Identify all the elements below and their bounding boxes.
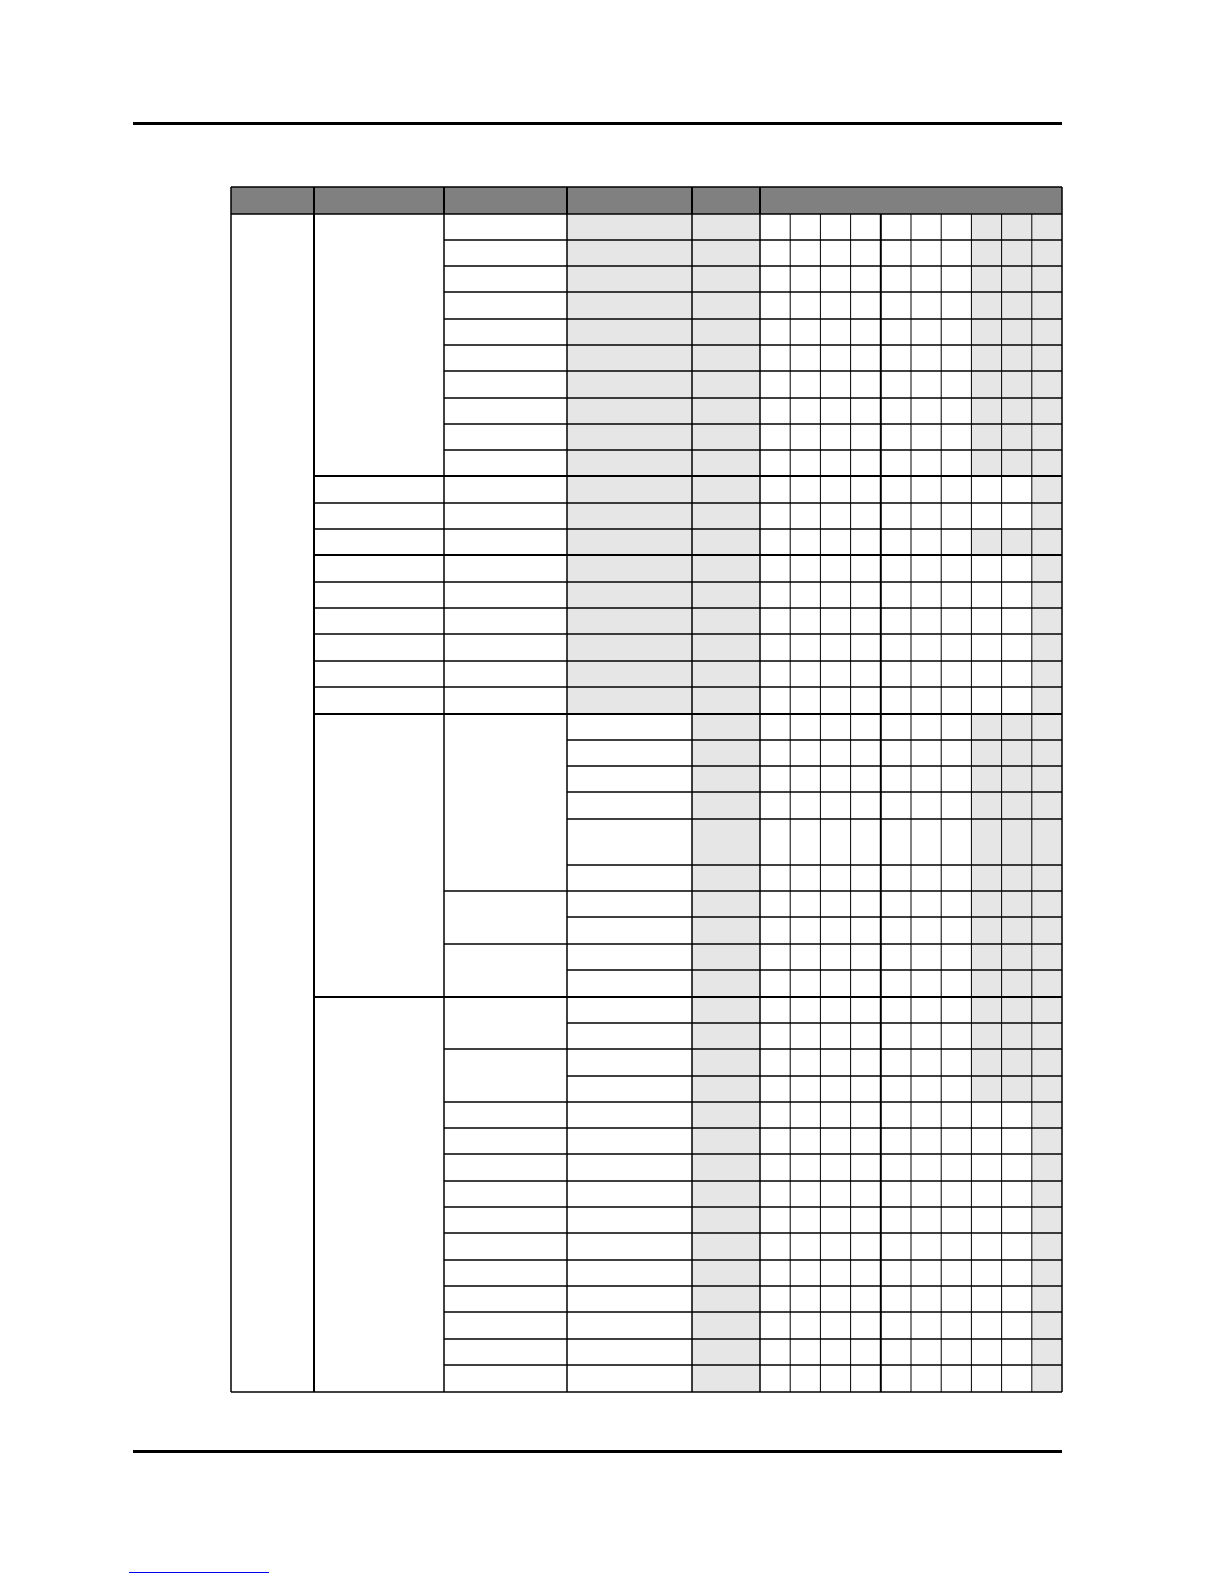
shaded-cell bbox=[567, 398, 692, 424]
shaded-cell bbox=[692, 687, 760, 714]
shaded-flag-cell bbox=[1032, 1286, 1062, 1312]
shaded-flag-cell bbox=[1032, 891, 1062, 917]
shaded-cell bbox=[692, 1076, 760, 1102]
shaded-flag-cell bbox=[1032, 240, 1062, 266]
shaded-cell bbox=[692, 970, 760, 997]
shaded-cell bbox=[567, 503, 692, 529]
shaded-flag-cell bbox=[1032, 1128, 1062, 1154]
shaded-cell bbox=[567, 555, 692, 582]
shaded-flag-cell bbox=[1032, 266, 1062, 292]
shaded-flag-cell bbox=[1032, 792, 1062, 819]
shaded-flag-cell bbox=[1032, 1102, 1062, 1128]
shaded-cell bbox=[567, 292, 692, 319]
shaded-cell bbox=[692, 476, 760, 503]
shaded-flag-cell bbox=[1032, 766, 1062, 792]
shaded-flag-cell bbox=[1032, 1181, 1062, 1207]
shaded-cell bbox=[692, 1128, 760, 1154]
shaded-cell bbox=[692, 1365, 760, 1392]
shaded-cell bbox=[692, 214, 760, 240]
shaded-cell bbox=[567, 371, 692, 398]
shaded-cell bbox=[567, 424, 692, 450]
shaded-flag-cell bbox=[1032, 714, 1062, 740]
shaded-flag-cell bbox=[1032, 1233, 1062, 1260]
shaded-flag-cell bbox=[1032, 292, 1062, 319]
shaded-flag-cell bbox=[1032, 661, 1062, 687]
shaded-cell bbox=[692, 1023, 760, 1049]
shaded-flag-cell bbox=[1032, 319, 1062, 345]
shaded-flag-cell bbox=[1032, 476, 1062, 503]
shaded-flag-cell bbox=[1032, 529, 1062, 555]
shaded-cell bbox=[692, 582, 760, 608]
shaded-flag-cell bbox=[1032, 819, 1062, 865]
shaded-flag-cell bbox=[1032, 1049, 1062, 1076]
shaded-flag-cell bbox=[1032, 1260, 1062, 1286]
shaded-flag-cell bbox=[1032, 917, 1062, 944]
shaded-flag-cell bbox=[1032, 1312, 1062, 1339]
shaded-cell bbox=[692, 371, 760, 398]
shaded-cell bbox=[567, 450, 692, 476]
shaded-cell bbox=[692, 891, 760, 917]
shaded-cell bbox=[692, 1286, 760, 1312]
shaded-cell bbox=[692, 634, 760, 661]
shaded-flag-cell bbox=[1032, 608, 1062, 634]
shaded-cell bbox=[692, 503, 760, 529]
shaded-cell bbox=[692, 319, 760, 345]
shaded-flag-cell bbox=[1032, 1339, 1062, 1365]
shaded-flag-cell bbox=[1032, 371, 1062, 398]
shaded-cell bbox=[692, 608, 760, 634]
shaded-cell bbox=[567, 687, 692, 714]
shaded-flag-cell bbox=[1032, 555, 1062, 582]
shaded-cell bbox=[692, 997, 760, 1023]
shaded-cell bbox=[692, 1102, 760, 1128]
shaded-flag-cell bbox=[1032, 687, 1062, 714]
shaded-cell bbox=[567, 319, 692, 345]
shaded-flag-cell bbox=[1032, 944, 1062, 970]
shaded-flag-cell bbox=[1032, 424, 1062, 450]
shaded-flag-cell bbox=[1032, 398, 1062, 424]
shaded-cell bbox=[692, 292, 760, 319]
shaded-cell bbox=[567, 529, 692, 555]
shaded-cell bbox=[567, 582, 692, 608]
shaded-cell bbox=[692, 917, 760, 944]
shaded-cell bbox=[567, 634, 692, 661]
shaded-cell bbox=[692, 450, 760, 476]
shaded-flag-cell bbox=[1032, 970, 1062, 997]
shaded-flag-cell bbox=[1032, 1154, 1062, 1181]
shaded-flag-cell bbox=[1032, 450, 1062, 476]
shaded-cell bbox=[567, 240, 692, 266]
shaded-flag-cell bbox=[1032, 997, 1062, 1023]
shaded-cell bbox=[692, 1181, 760, 1207]
shaded-cell bbox=[692, 766, 760, 792]
shaded-cell bbox=[692, 398, 760, 424]
shaded-flag-cell bbox=[1032, 1365, 1062, 1392]
shaded-flag-cell bbox=[1032, 503, 1062, 529]
shaded-cell bbox=[567, 266, 692, 292]
shaded-cell bbox=[692, 555, 760, 582]
shaded-cell bbox=[692, 661, 760, 687]
shaded-cell bbox=[692, 424, 760, 450]
shaded-flag-cell bbox=[1032, 345, 1062, 371]
shaded-flag-cell bbox=[1032, 1023, 1062, 1049]
shaded-flag-cell bbox=[1032, 214, 1062, 240]
shaded-cell bbox=[567, 214, 692, 240]
shaded-cell bbox=[692, 1312, 760, 1339]
shaded-cell bbox=[692, 1260, 760, 1286]
shaded-flag-cell bbox=[1032, 865, 1062, 891]
shaded-cell bbox=[567, 476, 692, 503]
shaded-cell bbox=[567, 661, 692, 687]
shaded-cell bbox=[692, 1154, 760, 1181]
shaded-flag-cell bbox=[1032, 634, 1062, 661]
shaded-cell bbox=[692, 740, 760, 766]
shaded-cell bbox=[567, 345, 692, 371]
shaded-cell bbox=[692, 1049, 760, 1076]
shaded-flag-cell bbox=[1032, 740, 1062, 766]
shaded-cell bbox=[692, 240, 760, 266]
shaded-cell bbox=[567, 608, 692, 634]
shaded-cell bbox=[692, 944, 760, 970]
shaded-cell bbox=[692, 819, 760, 865]
shaded-cell bbox=[692, 1233, 760, 1260]
shaded-flag-cell bbox=[1032, 1207, 1062, 1233]
shaded-cell bbox=[692, 865, 760, 891]
shaded-cell bbox=[692, 1339, 760, 1365]
shaded-cell bbox=[692, 529, 760, 555]
shaded-flag-cell bbox=[1032, 1076, 1062, 1102]
shaded-cell bbox=[692, 266, 760, 292]
shaded-cell bbox=[692, 345, 760, 371]
shaded-cell bbox=[692, 714, 760, 740]
shaded-flag-cell bbox=[1032, 582, 1062, 608]
shaded-cell bbox=[692, 1207, 760, 1233]
table-header-bar bbox=[231, 187, 1062, 214]
shaded-cell bbox=[692, 792, 760, 819]
